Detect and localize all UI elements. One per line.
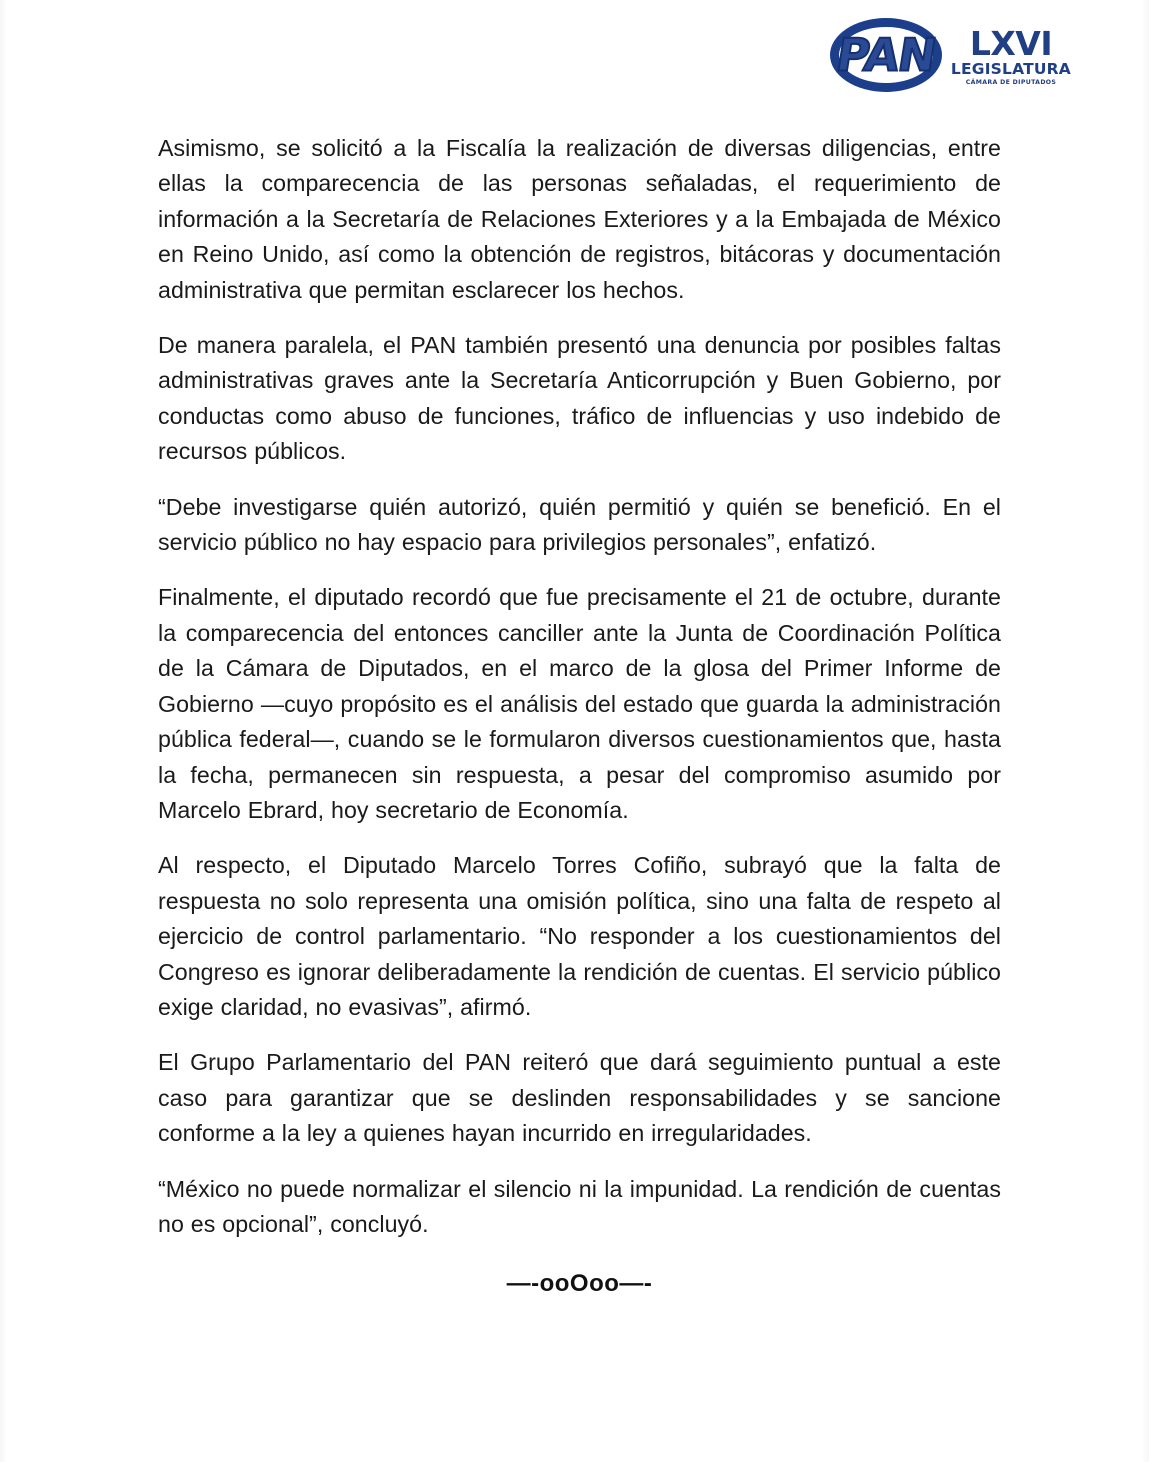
paragraph: De manera paralela, el PAN también presentó una denuncia por posibles faltas administrativas graves ante la Secretaría Anticorrupción y Buen Gobierno, por conductas como abuso de funciones, tráfico de influencias y uso indebido de recursos públicos. <box>158 332 1001 465</box>
chamber-name: CÁMARA DE DIPUTADOS <box>965 79 1057 87</box>
legislature-lockup <box>951 23 1071 86</box>
pan-logo-wordmark: PAN <box>832 28 940 82</box>
paragraph: “Debe investigarse quién autorizó, quién permitió y quién se benefició. En el servicio público no hay espacio para privilegios personales”, enfatizó. <box>158 493 1001 556</box>
pan-logo-icon <box>830 18 942 92</box>
paragraph: “México no puede normalizar el silencio ni la impunidad. La rendición de cuentas no es opcional”, concluyó. <box>158 1175 1001 1237</box>
paragraph: Al respecto, el Diputado Marcelo Torres Cofiño, subrayó que la falta de respuesta no solo representa una omisión política, sino una falta de respeto al ejercicio de control parlamentario. “No responder a los cuestionamientos del Congreso es ignorar deliberadamente la rendición de cuentas. El servicio público exige claridad, no evasivas”, afirmó. <box>158 852 1001 1020</box>
closing-mark: —-ooOoo—- <box>506 1270 653 1298</box>
paragraph: Asimismo, se solicitó a la Fiscalía la realización de diversas diligencias, entre ellas la comparecencia de las personas señaladas, el requerimiento de información a la Secretaría de Relaciones Exteriores y a la Embajada de México en Reino Unido, así como la obtención de registros, bitácoras y documentación administrativa que permitan esclarecer los hechos. <box>158 135 1001 303</box>
legislature-word: LEGISLATURA <box>950 60 1071 79</box>
legislature-roman-numeral: LXVI <box>969 24 1053 64</box>
paragraph: El Grupo Parlamentario del PAN reiteró que dará seguimiento puntual a este caso para garantizar que se deslinden responsabilidades y se sancione conforme a la ley a quienes hayan incurrido en irregularidades. <box>158 1049 1001 1147</box>
document-body <box>158 131 1001 1300</box>
paragraph: Finalmente, el diputado recordó que fue precisamente el 21 de octubre, durante la comparecencia del entonces canciller ante la Junta de Coordinación Política de la Cámara de Diputados, en el marco de la glosa del Primer Informe de Gobierno —cuyo propósito es el análisis del estado que guarda la administración pública federal—, cuando se le formularon diversos cuestionamientos que, hasta la fecha, permanecen sin respuesta, a pesar del compromiso asumido por Marcelo Ebrard, hoy secretario de Economía. <box>158 584 1001 823</box>
document-header <box>830 18 1071 92</box>
